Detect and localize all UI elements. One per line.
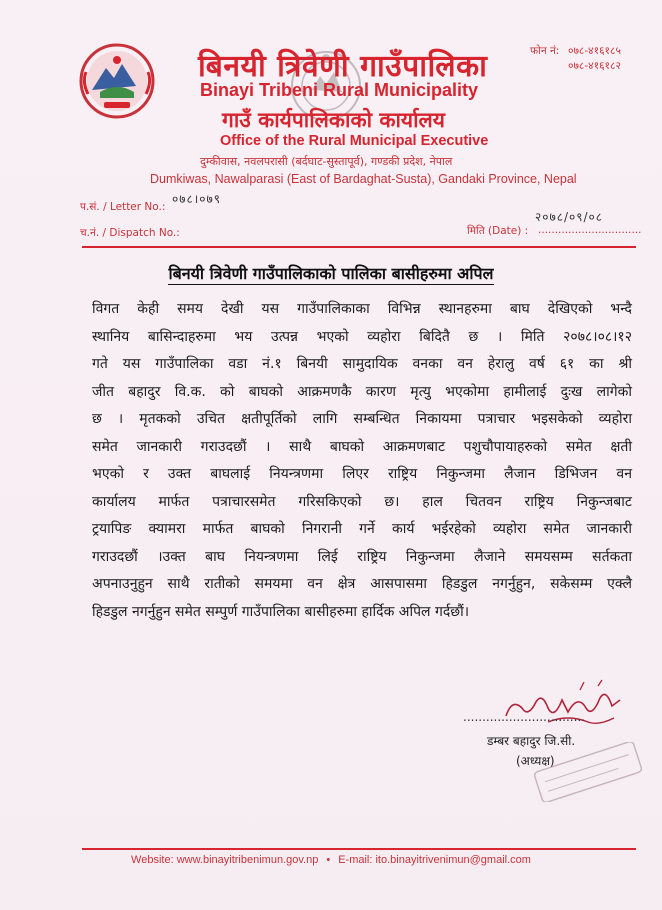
body-line: कार्यालय मार्फत पत्राचारसमेत गरिसकिएको छ। हाल चितवन राष्ट्रिय निकुन्जबाट <box>92 493 632 510</box>
signer-role: (अध्यक्ष) <box>516 754 555 768</box>
letter-heading-text: बिनयी त्रिवेणी गाउँपालिकाको पालिका बासीहरुमा अपिल <box>168 264 494 283</box>
date-value: २०७८/०९/०८ <box>535 210 604 224</box>
signature-dotted-line: ................................ <box>463 710 586 724</box>
letter-heading <box>0 262 662 284</box>
phone-block <box>530 44 621 74</box>
address-nepali: दुम्कीवास, नवलपरासी (बर्दघाट-सुस्तापूर्व), गण्डकी प्रदेश, नेपाल <box>200 155 453 168</box>
footer <box>0 854 662 866</box>
office-title-english: Office of the Rural Municipal Executive <box>220 133 489 149</box>
phone-number-1: ०७८-४१६१८५ <box>568 45 621 57</box>
body-line: स्थानिय बासिन्दाहरुमा भय उत्पन्न भएको व्यहोरा बिदितै छ । मिति २०७८।०८।१२ <box>92 328 632 345</box>
footer-divider <box>82 848 636 850</box>
municipality-title-english: Binayi Tribeni Rural Municipality <box>200 80 479 100</box>
body-line: समेत जानकारी गराउदछौं । साथै बाघको आक्रमणबाट पशुचौपायाहरुको समेत क्षती <box>92 438 632 455</box>
header-divider <box>82 246 636 248</box>
body-line: भएको र उक्त बाघलाई नियन्त्रणमा लिएर राष्ट्रिय निकुन्जमा लैजान डिभिजन वन <box>92 466 632 482</box>
dispatch-number-label: च.नं. / Dispatch No.: <box>80 227 180 239</box>
address-english: Dumkiwas, Nawalparasi (East of Bardaghat-Susta), Gandaki Province, Nepal <box>150 172 577 186</box>
body-line: जीत बहादुर वि.क. को बाघको आक्रमणकै कारण मृत्यु भएकोमा हामीलाई दुःख लागेको <box>92 383 632 400</box>
body-line: अपनाउनुहुन साथै रातीको समयमा वन क्षेत्र आसपासमा हिडडुल नगर्नुहुन, सकेसम्म एक्लै <box>92 576 632 592</box>
body-line: छ । मृतकको उचित क्षतीपूर्तिको लागि सम्बन्धित निकायमा पत्राचार भइसकेको व्यहोरा <box>92 411 632 427</box>
letter-number-value: ०७८।०७९ <box>172 192 221 206</box>
letter-number-label: प.सं. / Letter No.: <box>80 201 166 213</box>
phone-label: फोन नं: <box>530 45 560 57</box>
handwritten-signature <box>488 678 638 738</box>
date-label: मिति (Date) : <box>467 225 529 237</box>
body-line: ट्रयापिङ क्यामरा मार्फत बाघको निगरानी गर्ने कार्य भईरहेको व्यहोरा समेत जानकारी <box>92 521 632 537</box>
office-title-nepali: गाउँ कार्यपालिकाको कार्यालय <box>222 108 445 132</box>
phone-number-2: ०७८-४१६१८२ <box>568 60 621 72</box>
footer-website: Website: www.binayitribenimun.gov.np <box>131 854 319 866</box>
body-line: गराउदछौं ।उक्त बाघ नियन्त्रणमा लिई राष्ट्रिय निकुन्जमा लैजाने समयसम्म सर्तकता <box>92 548 632 565</box>
nepal-emblem-icon <box>78 42 156 120</box>
body-line: हिडडुल नगर्नुहुन समेत सम्पुर्ण गाउँपालिका बासीहरुमा हार्दिक अपिल गर्दछौं। <box>92 603 470 620</box>
chairperson-stamp-icon <box>528 742 648 802</box>
signer-name: डम्बर बहादुर जि.सी. <box>487 734 576 748</box>
municipality-title-nepali: बिनयी त्रिवेणी गाउँपालिका <box>198 49 488 84</box>
date-dotted-line: ............................... <box>538 224 642 236</box>
body-line: विगत केही समय देखी यस गाउँपालिकाका विभिन्न स्थानहरुमा बाघ देखिएको भन्दै <box>92 301 632 317</box>
body-line: गते यस गाउँपालिका वडा नं.१ बिनयी सामुदायिक वनका वन हेरालु वर्ष ६१ का श्री <box>92 356 632 372</box>
footer-separator: • <box>326 854 331 866</box>
letter-body <box>92 296 632 626</box>
footer-email: E-mail: ito.binayitrivenimun@gmail.com <box>338 854 531 866</box>
